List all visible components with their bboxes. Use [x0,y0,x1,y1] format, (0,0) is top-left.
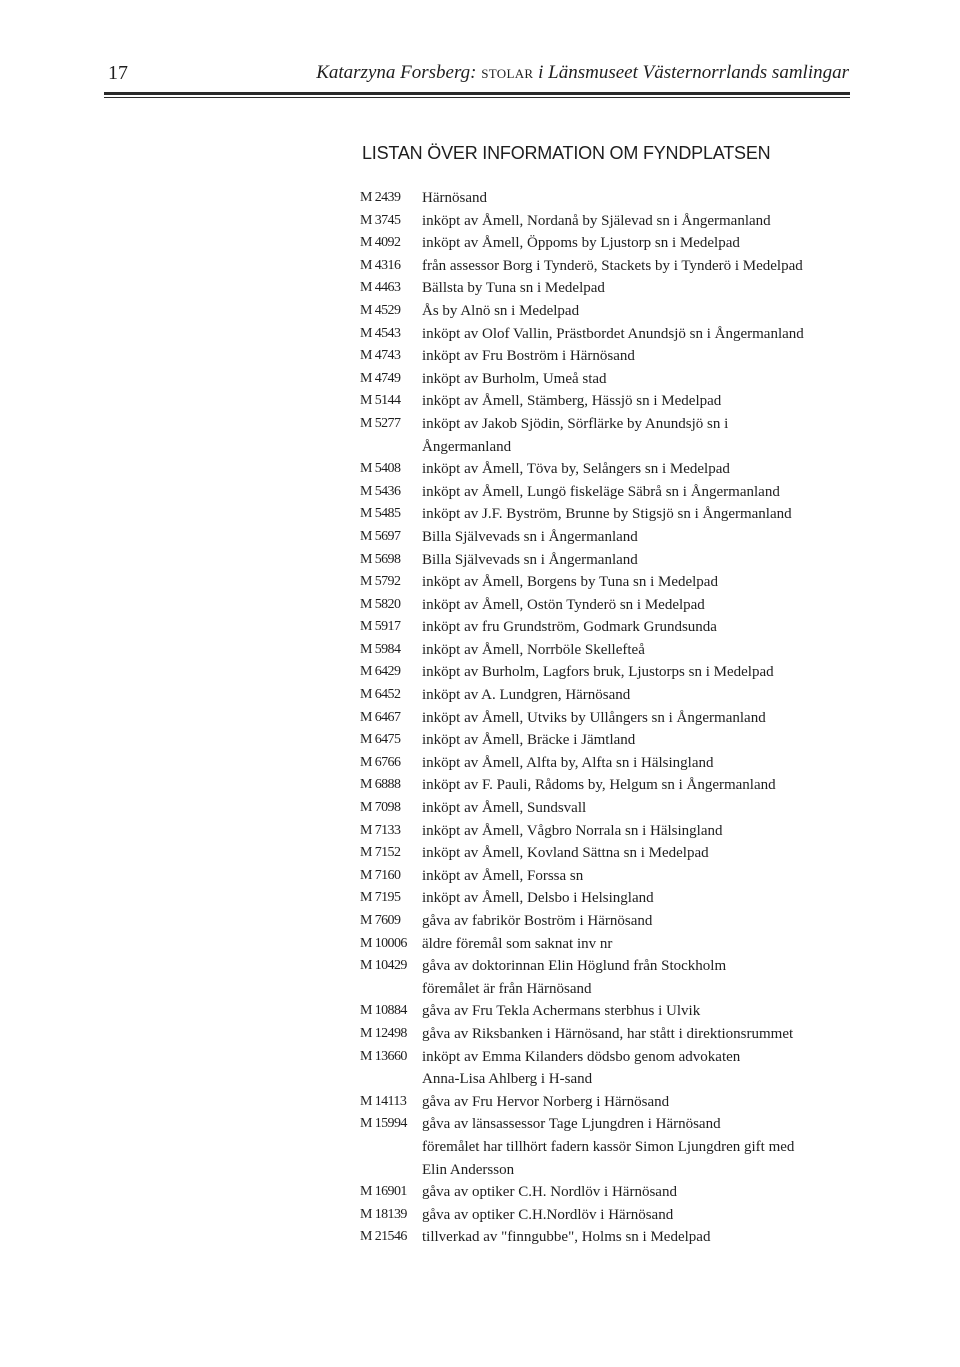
find-location-description [422,1091,840,1114]
description-line: föremålet är från Härnösand [422,980,592,997]
find-location-description [422,661,840,684]
description-line: Bällsta by Tuna sn i Medelpad [422,280,605,297]
inventory-number: M 4529 [360,302,401,318]
list-item [360,820,840,843]
list-item [360,661,840,684]
list-item [360,255,840,278]
description-line: gåva av optiker C.H. Nordlöv i Härnösand [422,1184,677,1201]
description-line: gåva av optiker C.H.Nordlöv i Härnösand [422,1206,674,1223]
find-location-description [422,752,840,775]
inventory-number: M 3745 [360,212,401,228]
description-line: inköpt av Åmell, Norrböle Skellefteå [422,641,645,658]
find-location-description [422,933,840,956]
inventory-number: M 6888 [360,777,401,793]
find-location-description [422,1046,840,1091]
find-location-description [422,774,840,797]
find-location-description [422,1000,840,1023]
find-location-description [422,594,840,617]
find-location-description [422,865,840,888]
description-line: Anna-Lisa Ahlberg i H-sand [422,1071,593,1088]
page-number: 17 [108,62,128,84]
inventory-number: M 7098 [360,800,401,816]
inventory-number: M 4749 [360,370,401,386]
description-line: inköpt av F. Pauli, Rådoms by, Helgum sn i Ångermanland [422,777,776,794]
find-location-description [422,1181,840,1204]
list-item [360,910,840,933]
find-location-description [422,616,840,639]
find-location-description [422,955,840,1000]
list-item [360,277,840,300]
find-location-description [422,458,840,481]
inventory-number: M 21546 [360,1229,407,1245]
description-line: Ås by Alnö sn i Medelpad [422,302,580,319]
description-line: inköpt av Åmell, Sundsvall [422,800,587,817]
find-location-description [422,210,840,233]
find-location-description [422,729,840,752]
inventory-number: M 10884 [360,1003,407,1019]
find-location-description [422,187,840,210]
description-line: inköpt av Åmell, Öppoms by Ljustorp sn i Medelpad [422,235,740,252]
description-line: äldre föremål som saknat inv nr [422,935,613,952]
description-line: gåva av länsassessor Tage Ljungdren i Härnösand [422,1116,721,1133]
inventory-number: M 5792 [360,574,401,590]
running-header [104,60,849,90]
description-line: gåva av fabrikör Boström i Härnösand [422,913,653,929]
find-location-description [422,842,840,865]
inventory-number: M 13660 [360,1048,407,1064]
description-line: föremålet har tillhört fadern kassör Simon Ljungdren gift med [422,1138,795,1155]
header-rule-thin [104,97,850,98]
list-item [360,594,840,617]
inventory-number: M 5408 [360,461,401,477]
inventory-number: M 4463 [360,280,401,296]
find-location-description [422,639,840,662]
list-item [360,413,840,458]
description-line: inköpt av Åmell, Bräcke i Jämtland [422,732,636,749]
list-item [360,1000,840,1023]
inventory-number: M 16901 [360,1184,407,1200]
description-line: Billa Självevads sn i Ångermanland [422,528,638,545]
find-location-description [422,1023,840,1046]
description-line: inköpt av A. Lundgren, Härnösand [422,687,631,704]
inventory-number: M 5698 [360,551,401,567]
inventory-number: M 6475 [360,732,401,748]
description-line: inköpt av J.F. Byström, Brunne by Stigsjö sn i Ångermanland [422,506,792,523]
inventory-number: M 7152 [360,845,401,861]
inventory-number: M 4543 [360,325,401,341]
description-line: inköpt av Åmell, Forssa sn [422,867,584,884]
description-line: inköpt av Åmell, Utviks by Ullångers sn i Ångermanland [422,709,766,726]
list-item [360,842,840,865]
inventory-number: M 6467 [360,709,401,725]
find-location-description [422,526,840,549]
description-line: gåva av Fru Tekla Achermans sterbhus i Ulvik [422,1003,701,1020]
find-location-description [422,503,840,526]
list-item [360,865,840,888]
description-line: Härnösand [422,190,487,206]
list-item [360,549,840,572]
running-title-rest: i Länsmuseet Västernorrlands samlingar [538,62,849,83]
list-item [360,707,840,730]
inventory-number: M 12498 [360,1025,407,1041]
description-line: inköpt av Åmell, Nordanå by Själevad sn i Ångermanland [422,212,771,229]
inventory-number: M 6766 [360,754,401,770]
find-location-description [422,797,840,820]
list-item [360,368,840,391]
list-item [360,1091,840,1114]
description-line: inköpt av Åmell, Kovland Sättna sn i Medelpad [422,845,709,862]
description-line: inköpt av Åmell, Lungö fiskeläge Säbrå sn i Ångermanland [422,483,780,500]
inventory-number: M 5485 [360,506,401,522]
running-title-author: Katarzyna Forsberg: [316,62,477,83]
find-location-description [422,255,840,278]
inventory-number: M 7609 [360,913,401,928]
inventory-number: M 2439 [360,190,401,205]
list-item [360,1113,840,1181]
running-title [316,62,849,84]
list-item [360,729,840,752]
description-line: från assessor Borg i Tynderö, Stackets by i Tynderö i Medelpad [422,257,803,274]
description-line: inköpt av Åmell, Alfta by, Alfta sn i Hälsingland [422,754,714,771]
find-location-description [422,1204,840,1227]
description-line: inköpt av Jakob Sjödin, Sörflärke by Anundsjö sn i [422,415,729,432]
list-item [360,571,840,594]
description-line: inköpt av Åmell, Ostön Tynderö sn i Medelpad [422,596,705,613]
header-rule-thick [104,92,850,95]
list-item [360,684,840,707]
inventory-number: M 5820 [360,596,401,612]
inventory-number: M 7160 [360,867,401,883]
list-item [360,503,840,526]
description-line: inköpt av Fru Boström i Härnösand [422,348,635,365]
list-item [360,187,840,210]
find-location-description [422,820,840,843]
inventory-number: M 4316 [360,257,401,273]
find-location-description [422,571,840,594]
list-item [360,526,840,549]
list-item [360,300,840,323]
description-line: Ångermanland [422,438,512,455]
find-location-description [422,368,840,391]
section-heading: LISTAN ÖVER INFORMATION OM FYNDPLATSEN [362,143,771,163]
description-line: Billa Självevads sn i Ångermanland [422,551,638,568]
find-location-description [422,390,840,413]
find-location-description [422,232,840,255]
inventory-number: M 4092 [360,235,401,251]
find-location-description [422,1113,840,1181]
description-line: tillverkad av "finngubbe", Holms sn i Medelpad [422,1229,711,1246]
description-line: Elin Andersson [422,1161,515,1178]
list-item [360,639,840,662]
description-line: inköpt av Åmell, Vågbro Norrala sn i Hälsingland [422,822,723,839]
list-item [360,210,840,233]
description-line: inköpt av Åmell, Stämberg, Hässjö sn i Medelpad [422,393,722,410]
description-line: inköpt av Burholm, Umeå stad [422,370,607,387]
list-item [360,887,840,910]
description-line: gåva av doktorinnan Elin Höglund från Stockholm [422,958,727,975]
inventory-number: M 5144 [360,393,401,409]
list-item [360,481,840,504]
list-item [360,1204,840,1227]
list-item [360,774,840,797]
description-line: gåva av Riksbanken i Härnösand, har stått i direktionsrummet [422,1025,794,1042]
list-item [360,323,840,346]
inventory-number: M 6429 [360,664,401,680]
description-line: inköpt av fru Grundström, Godmark Grundsunda [422,619,717,636]
find-location-description [422,684,840,707]
inventory-number: M 7133 [360,822,401,838]
list-item [360,1023,840,1046]
inventory-number: M 14113 [360,1093,407,1109]
find-location-description [422,345,840,368]
list-item [360,345,840,368]
list-item [360,458,840,481]
inventory-number: M 5984 [360,641,401,657]
inventory-number: M 6452 [360,687,401,703]
find-location-description [422,481,840,504]
running-title-small-caps: STOLAR [481,66,534,81]
list-item [360,797,840,820]
list-item [360,955,840,1000]
find-location-description [422,413,840,458]
inventory-number: M 5697 [360,528,401,544]
list-item [360,1046,840,1091]
description-line: inköpt av Åmell, Borgens by Tuna sn i Medelpad [422,574,718,591]
inventory-number: M 10006 [360,935,407,951]
list-item [360,232,840,255]
inventory-number: M 5436 [360,483,401,499]
find-location-description [422,549,840,572]
description-line: inköpt av Emma Kilanders dödsbo genom advokaten [422,1048,741,1065]
list-item [360,390,840,413]
description-line: gåva av Fru Hervor Norberg i Härnösand [422,1093,670,1110]
list-item [360,616,840,639]
description-line: inköpt av Åmell, Delsbo i Helsingland [422,890,654,907]
description-line: inköpt av Burholm, Lagfors bruk, Ljustorps sn i Medelpad [422,664,774,681]
list-item [360,752,840,775]
find-location-description [422,910,840,933]
list-item [360,1226,840,1249]
inventory-number: M 5277 [360,415,401,431]
inventory-number: M 18139 [360,1206,407,1222]
inventory-number: M 4743 [360,348,401,364]
list-item [360,1181,840,1204]
inventory-number: M 7195 [360,890,401,906]
inventory-number: M 10429 [360,958,407,974]
find-location-description [422,1226,840,1249]
find-location-description [422,277,840,300]
inventory-number: M 5917 [360,619,401,635]
inventory-number: M 15994 [360,1116,407,1132]
description-line: inköpt av Åmell, Töva by, Selångers sn i Medelpad [422,461,730,478]
find-location-description [422,323,840,346]
find-location-description [422,887,840,910]
find-location-description [422,707,840,730]
find-location-list [360,187,840,1249]
find-location-description [422,300,840,323]
description-line: inköpt av Olof Vallin, Prästbordet Anundsjö sn i Ångermanland [422,325,804,342]
list-item [360,933,840,956]
